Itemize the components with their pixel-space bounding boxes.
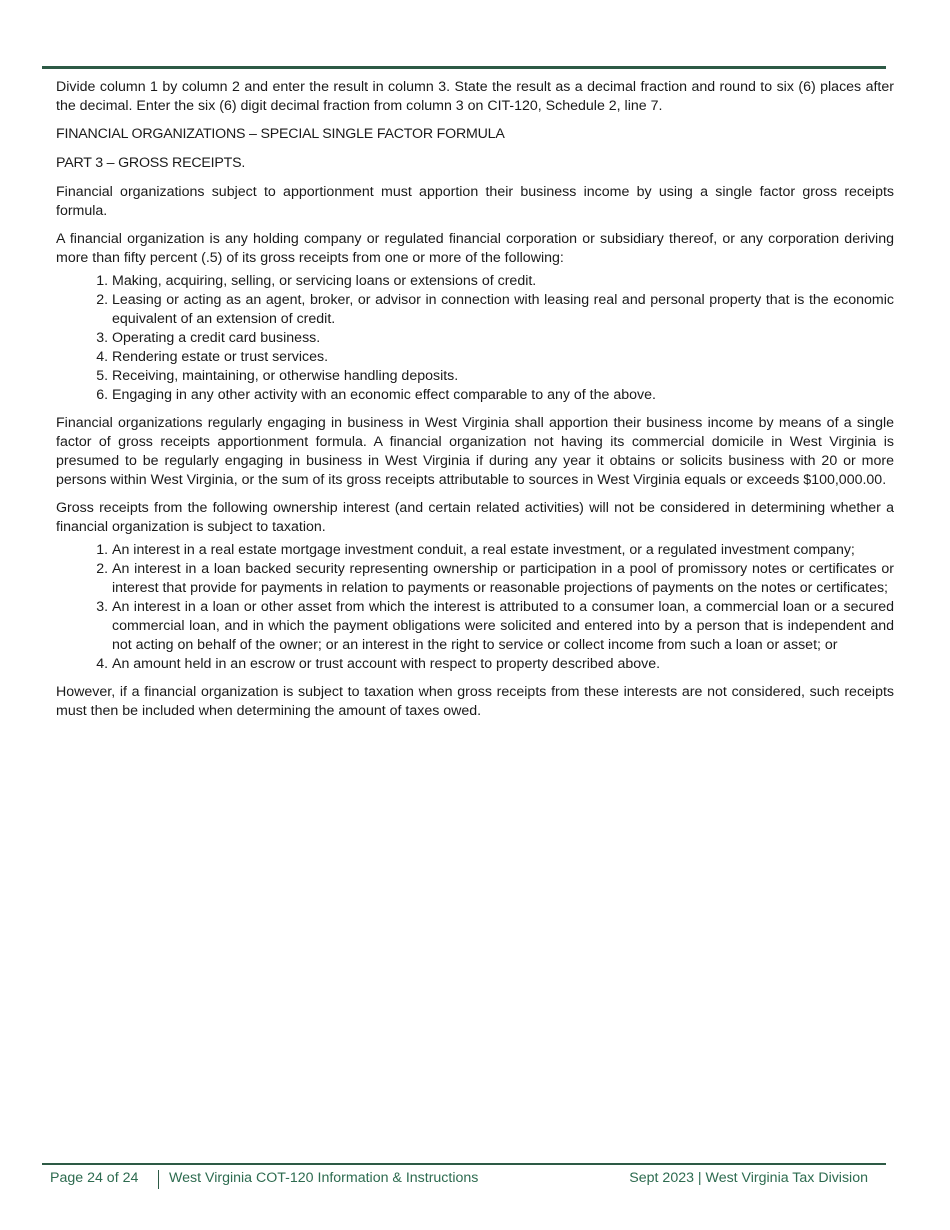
document-title: West Virginia COT-120 Information & Instructions xyxy=(169,1170,479,1186)
document-body xyxy=(56,78,894,730)
definition-paragraph: A financial organization is any holding company or regulated financial corporation or subsidiary thereof, or any corporation deriving more than fifty percent (.5) of its gross receipts from one or more of the following: xyxy=(56,231,894,266)
list-item: 5. Receiving, maintaining, or otherwise handling deposits. xyxy=(112,367,894,386)
taxation-paragraph: However, if a financial organization is subject to taxation when gross receipts from these interests are not considered, such receipts must then be included when determining the amount of taxes owed. xyxy=(56,684,894,719)
part-heading: PART 3 – GROSS RECEIPTS. xyxy=(56,155,246,171)
activities-list xyxy=(56,272,894,405)
intro-paragraph: Divide column 1 by column 2 and enter the result in column 3. State the result as a decimal fraction and round to six (6) places after the decimal. Enter the six (6) digit decimal fraction from column 3 on CIT-120, Schedule 2, line 7. xyxy=(56,79,894,114)
list-item: 1. An interest in a real estate mortgage investment conduit, a real estate investment, or a regulated investment company; xyxy=(112,541,894,560)
list-item: 6. Engaging in any other activity with an economic effect comparable to any of the above. xyxy=(112,386,894,405)
page-number: Page 24 of 24 xyxy=(50,1170,139,1186)
footer-divider xyxy=(158,1170,159,1189)
list-item: 4. An amount held in an escrow or trust account with respect to property described above. xyxy=(112,655,894,674)
footer-rule xyxy=(42,1163,886,1165)
header-rule xyxy=(42,66,886,69)
regular-business-paragraph: Financial organizations regularly engaging in business in West Virginia shall apportion their business income by means of a single factor of gross receipts apportionment formula. A financial organization not having its commercial domicile in West Virginia is presumed to be regularly engaging in business in West Virginia if during any year it obtains or solicits business with 20 or more persons within West Virginia, or the sum of its gross receipts attributable to sources in West Virginia equals or exceeds $100,000.00. xyxy=(56,415,894,488)
list-item: 3. An interest in a loan or other asset from which the interest is attributed to a consumer loan, a commercial loan or a secured commercial loan, and in which the payment obligations were solicited and entered into by a person that is independent and not acting on behalf of the owner; or an interest in the right to service or collect income from such a loan or asset; or xyxy=(112,598,894,655)
list-item: 1. Making, acquiring, selling, or servicing loans or extensions of credit. xyxy=(112,272,894,291)
ownership-interest-paragraph: Gross receipts from the following ownership interest (and certain related activities) will not be considered in determining whether a financial organization is subject to taxation. xyxy=(56,500,894,535)
interests-list xyxy=(56,541,894,674)
page-footer xyxy=(42,1166,886,1192)
section-heading: FINANCIAL ORGANIZATIONS – SPECIAL SINGLE FACTOR FORMULA xyxy=(56,126,505,142)
apportionment-paragraph: Financial organizations subject to apportionment must apportion their business income by using a single factor gross receipts formula. xyxy=(56,184,894,219)
list-item: 4. Rendering estate or trust services. xyxy=(112,348,894,367)
footer-date-division: Sept 2023 | West Virginia Tax Division xyxy=(629,1170,868,1186)
list-item: 3. Operating a credit card business. xyxy=(112,329,894,348)
list-item: 2. An interest in a loan backed security representing ownership or participation in a pool of promissory notes or certificates or interest that provide for payments in relation to payments or reasonable projections of payments on the notes or certificates; xyxy=(112,560,894,598)
list-item: 2. Leasing or acting as an agent, broker, or advisor in connection with leasing real and personal property that is the economic equivalent of an extension of credit. xyxy=(112,291,894,329)
